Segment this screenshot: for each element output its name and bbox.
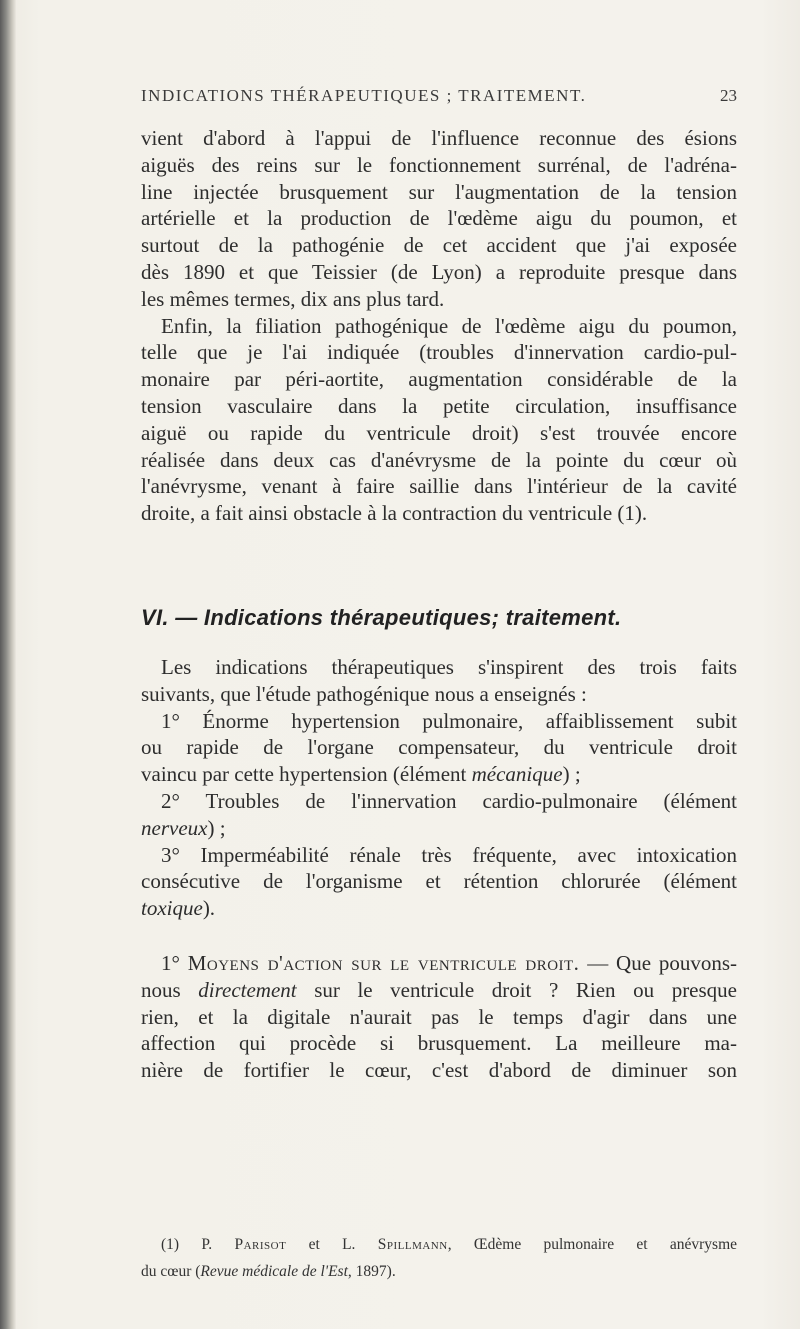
text-line bbox=[141, 761, 737, 788]
author-name: Parisot bbox=[234, 1236, 287, 1253]
body-text-top bbox=[141, 125, 737, 527]
footnote-marker: (1) P. bbox=[161, 1236, 235, 1253]
text-line: 3° Imperméabilité rénale très fréquente, avec intoxication bbox=[161, 842, 737, 867]
italic-term: toxique bbox=[141, 896, 203, 921]
text-fragment: ) ; bbox=[562, 762, 581, 787]
page-number: 23 bbox=[720, 86, 737, 105]
text-line bbox=[141, 895, 737, 922]
footnote bbox=[141, 1235, 737, 1289]
text-line: droite, a fait ainsi obstacle à la contraction du ventricule (1). bbox=[141, 501, 648, 526]
text-line: line injectée brusquement sur l'augmentation de la tension bbox=[141, 179, 737, 204]
text-line: artérielle et la production de l'œdème aigu du poumon, et bbox=[141, 206, 737, 231]
text-line bbox=[141, 950, 737, 977]
text-fragment: , 1897). bbox=[347, 1262, 396, 1280]
text-line: 2° Troubles de l'innervation cardio-pulmonaire (élément bbox=[161, 788, 737, 813]
binding-edge bbox=[0, 0, 16, 1329]
text-line: affection qui procède si brusquement. La meilleure ma- bbox=[141, 1031, 737, 1056]
running-header bbox=[141, 86, 737, 106]
text-fragment: 1° bbox=[161, 951, 188, 975]
author-name: Spillmann bbox=[377, 1236, 448, 1253]
footnote-line bbox=[141, 1262, 737, 1289]
text-line bbox=[141, 977, 737, 1004]
text-fragment: nous bbox=[141, 977, 199, 1002]
text-fragment: — Que pouvons- bbox=[579, 951, 738, 975]
journal-title: Revue médicale de l'Est bbox=[200, 1262, 348, 1280]
text-fragment: ). bbox=[202, 896, 216, 921]
text-line: telle que je l'ai indiquée (troubles d'innervation cardio-pul- bbox=[141, 340, 737, 365]
italic-term: mécanique bbox=[471, 762, 563, 787]
text-line: les mêmes termes, dix ans plus tard. bbox=[141, 286, 445, 311]
section-heading: VI. — Indications thérapeutiques; traitement. bbox=[141, 605, 622, 630]
text-fragment: sur le ventricule droit ? Rien ou presque bbox=[296, 977, 737, 1002]
text-line: aiguë ou rapide du ventricule droit) s'est trouvée encore bbox=[141, 420, 737, 445]
small-caps-heading: Moyens d'action sur le ventricule droit. bbox=[187, 951, 580, 975]
footnote-line bbox=[141, 1235, 737, 1262]
text-fragment: du cœur ( bbox=[141, 1262, 201, 1280]
text-line: Les indications thérapeutiques s'inspirent des trois faits bbox=[161, 655, 737, 679]
text-fragment: et L. bbox=[286, 1236, 378, 1253]
body-text-indications bbox=[141, 654, 737, 922]
text-line: monaire par péri-aortite, augmentation considérable de la bbox=[141, 367, 737, 392]
text-line: rien, et la digitale n'aurait pas le temps d'agir dans une bbox=[141, 1004, 737, 1029]
text-line: ou rapide de l'organe compensateur, du ventricule droit bbox=[141, 735, 737, 760]
body-text-moyens bbox=[141, 950, 737, 1084]
text-line: vient d'abord à l'appui de l'influence reconnue des ésions bbox=[141, 126, 737, 150]
text-line: consécutive de l'organisme et rétention chlorurée (élément bbox=[141, 869, 737, 894]
italic-term: nerveux bbox=[141, 815, 208, 840]
text-fragment: ) ; bbox=[207, 815, 226, 840]
text-line: surtout de la pathogénie de cet accident que j'ai exposée bbox=[141, 233, 737, 258]
text-line: dès 1890 et que Teissier (de Lyon) a reproduite presque dans bbox=[141, 259, 737, 284]
italic-term: directement bbox=[198, 977, 297, 1002]
text-fragment: , Œdème pulmonaire et anévrysme bbox=[447, 1236, 738, 1253]
text-line: aiguës des reins sur le fonctionnement surrénal, de l'adréna- bbox=[141, 152, 737, 177]
text-line: suivants, que l'étude pathogénique nous a enseignés : bbox=[141, 681, 587, 706]
text-line: tension vasculaire dans la petite circulation, insuffisance bbox=[141, 393, 737, 418]
text-line: réalisée dans deux cas d'anévrysme de la pointe du cœur où bbox=[141, 447, 737, 472]
text-line: nière de fortifier le cœur, c'est d'abord de diminuer son bbox=[141, 1058, 737, 1083]
text-line: 1° Énorme hypertension pulmonaire, affaiblissement subit bbox=[161, 708, 737, 733]
text-fragment: vaincu par cette hypertension (élément bbox=[141, 762, 472, 787]
text-line: l'anévrysme, venant à faire saillie dans l'intérieur de la cavité bbox=[141, 474, 737, 499]
text-line: Enfin, la filiation pathogénique de l'œdème aigu du poumon, bbox=[161, 313, 737, 338]
header-title: INDICATIONS THÉRAPEUTIQUES ; TRAITEMENT. bbox=[141, 86, 587, 105]
text-line bbox=[141, 815, 737, 842]
